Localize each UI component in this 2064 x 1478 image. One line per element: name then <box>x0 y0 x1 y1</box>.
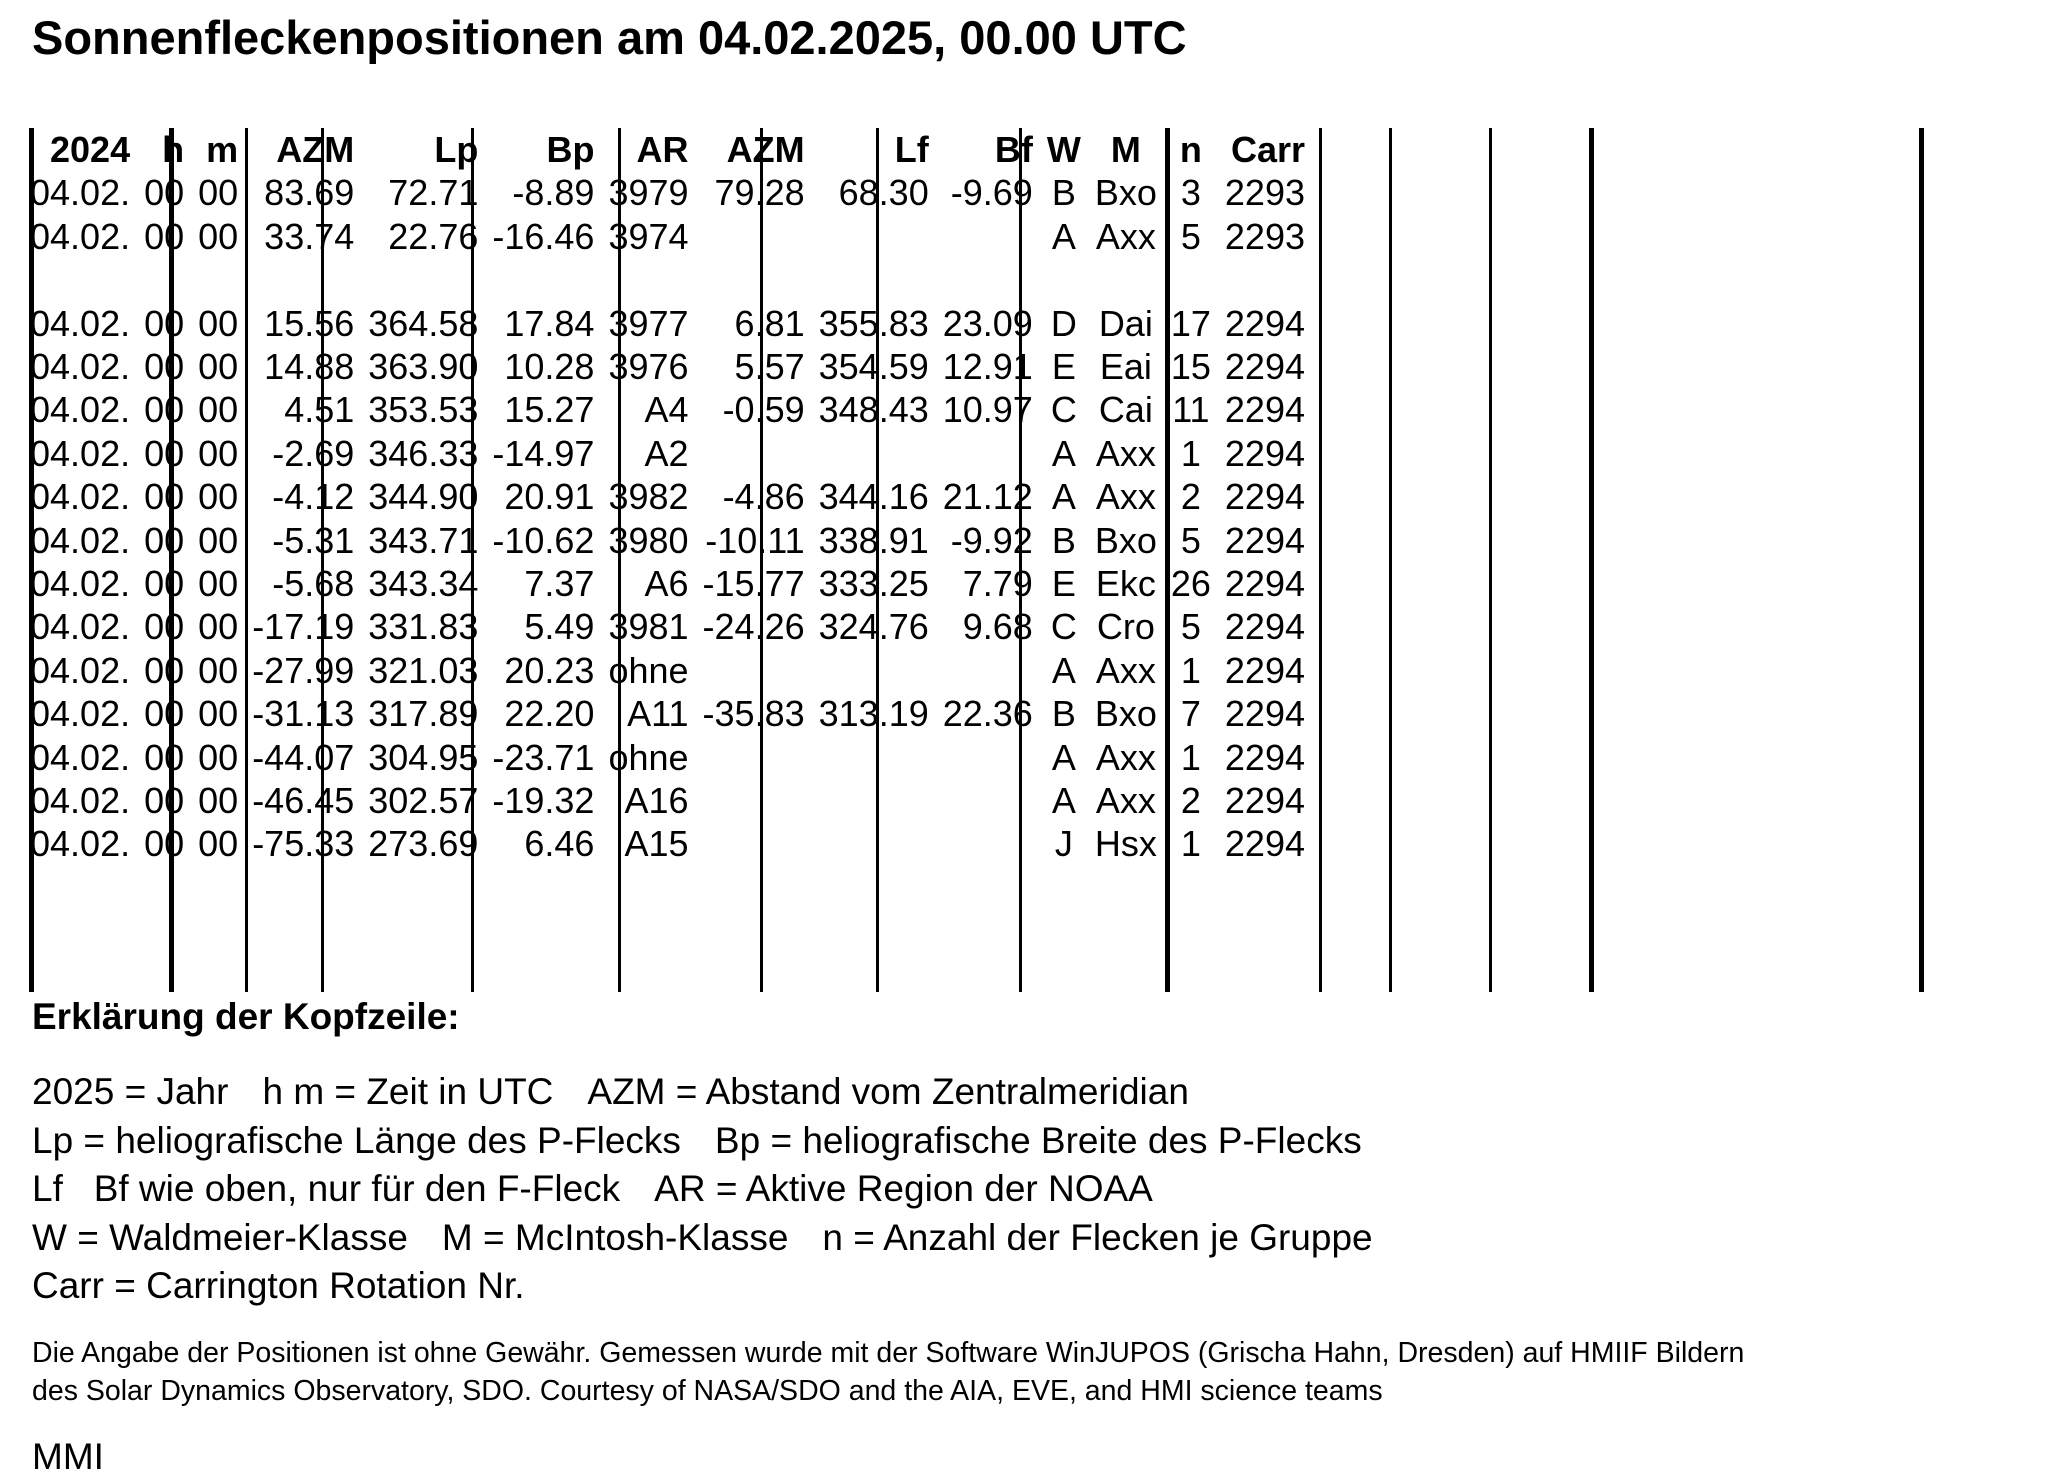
cell-count: 3 <box>1180 172 1201 214</box>
cell-carrington: 2294 <box>1224 693 1305 735</box>
cell-hour: 00 <box>144 215 185 257</box>
table-row <box>30 779 1319 822</box>
column-separator <box>1919 128 1924 992</box>
column-header-date: 2024 <box>50 129 131 170</box>
cell-bp: 15.27 <box>504 389 595 431</box>
legend-lf-bf: Lf Bf wie oben, nur für den F-Fleck <box>32 1168 621 1209</box>
column-header-carrington: Carr <box>1230 129 1305 170</box>
cell-ar: A2 <box>644 432 689 474</box>
cell-lp: 317.89 <box>368 693 479 735</box>
cell-lf: 324.76 <box>818 606 929 648</box>
cell-date: 04.02. <box>30 302 131 344</box>
cell-ar: 3982 <box>608 476 689 518</box>
cell-hour: 00 <box>144 346 185 388</box>
cell-lp: 344.90 <box>368 476 479 518</box>
cell-lp: 22.76 <box>388 215 479 257</box>
cell-lf: 348.43 <box>818 389 929 431</box>
cell-lf <box>819 736 943 779</box>
cell-count: 15 <box>1170 346 1211 388</box>
cell-waldmeier: A <box>1051 476 1076 518</box>
column-header-mcintosh: M <box>1110 129 1141 170</box>
cell-bf: -9.69 <box>950 172 1033 214</box>
cell-hour: 00 <box>144 476 185 518</box>
cell-count: 5 <box>1180 606 1201 648</box>
cell-minute: 00 <box>198 563 239 605</box>
cell-hour: 00 <box>144 172 185 214</box>
cell-bf <box>943 649 1047 692</box>
cell-date: 04.02. <box>30 346 131 388</box>
cell-date: 04.02. <box>30 606 131 648</box>
cell-lf <box>819 779 943 822</box>
cell-mcintosh: Axx <box>1095 215 1156 257</box>
cell-minute: 00 <box>198 649 239 691</box>
cell-carrington: 2294 <box>1224 606 1305 648</box>
cell-mcintosh: Cai <box>1098 389 1153 431</box>
cell-lp: 364.58 <box>368 302 479 344</box>
cell-azm-p: 33.74 <box>264 215 355 257</box>
cell-count: 5 <box>1180 215 1201 257</box>
legend-line-3 <box>32 1165 1373 1214</box>
cell-hour <box>144 258 198 301</box>
cell-minute: 00 <box>198 823 239 865</box>
cell-lp: 346.33 <box>368 432 479 474</box>
cell-minute: 00 <box>198 432 239 474</box>
cell-azm-f: -15.77 <box>702 563 805 605</box>
cell-lf <box>819 649 943 692</box>
cell-azm-f: 79.28 <box>714 172 805 214</box>
cell-date: 04.02. <box>30 780 131 822</box>
cell-hour: 00 <box>144 823 185 865</box>
cell-ar: 3974 <box>608 215 689 257</box>
cell-ar: A11 <box>627 693 689 735</box>
column-header-bf: Bf <box>994 129 1033 170</box>
cell-lp: 273.69 <box>368 823 479 865</box>
cell-hour: 00 <box>144 736 185 778</box>
cell-azm-p <box>252 258 368 301</box>
cell-date: 04.02. <box>30 215 131 257</box>
legend-year: 2025 = Jahr <box>32 1071 229 1112</box>
legend-bp: Bp = heliografische Breite des P-Flecks <box>714 1119 1362 1161</box>
column-header-minute: m <box>206 129 239 170</box>
column-separator <box>1389 128 1392 992</box>
cell-ar: 3979 <box>608 172 689 214</box>
column-header-azm-p: AZM <box>276 129 355 170</box>
column-header-ar: AR <box>636 129 689 170</box>
column-header-hour: h <box>162 129 185 170</box>
cell-waldmeier <box>1047 258 1095 301</box>
cell-azm-p: -5.31 <box>272 519 355 561</box>
legend-ar: AR = Aktive Region der NOAA <box>654 1168 1153 1209</box>
cell-azm-f: -35.83 <box>702 693 805 735</box>
cell-waldmeier: C <box>1050 389 1077 431</box>
cell-waldmeier: B <box>1051 172 1076 214</box>
table-row <box>30 302 1319 345</box>
cell-carrington: 2294 <box>1224 563 1305 605</box>
cell-azm-p: -4.12 <box>272 476 355 518</box>
cell-count: 2 <box>1180 780 1201 822</box>
cell-waldmeier: A <box>1051 215 1076 257</box>
cell-carrington: 2294 <box>1224 389 1305 431</box>
cell-carrington: 2294 <box>1224 780 1305 822</box>
cell-azm-p: -17.19 <box>252 606 355 648</box>
cell-minute: 00 <box>198 389 239 431</box>
table-spacer-row <box>30 258 1319 301</box>
cell-azm-f <box>703 432 819 475</box>
table-row <box>30 562 1319 605</box>
cell-waldmeier: B <box>1051 519 1076 561</box>
cell-date: 04.02. <box>30 693 131 735</box>
cell-hour: 00 <box>144 563 185 605</box>
cell-azm-f: 6.81 <box>734 302 805 344</box>
cell-lf <box>819 258 943 301</box>
cell-lp: 304.95 <box>368 736 479 778</box>
cell-count: 1 <box>1180 823 1201 865</box>
column-header-bp: Bp <box>546 129 595 170</box>
cell-mcintosh: Bxo <box>1094 519 1157 561</box>
cell-count: 26 <box>1170 563 1211 605</box>
legend-n: n = Anzahl der Flecken je Gruppe <box>822 1216 1373 1258</box>
disclaimer-line-2: des Solar Dynamics Observatory, SDO. Courtesy of NASA/SDO and the AIA, EVE, and HMI science teams <box>32 1375 1383 1407</box>
disclaimer-line-1: Die Angabe der Positionen ist ohne Gewähr. Gemessen wurde mit der Software WinJUPOS (Grischa Hahn, Dresden) auf HMIIF Bildern <box>32 1337 1745 1369</box>
cell-carrington: 2294 <box>1224 519 1305 561</box>
cell-count: 5 <box>1180 519 1201 561</box>
cell-bf <box>943 215 1047 258</box>
cell-lp <box>368 258 492 301</box>
cell-azm-f: 5.57 <box>734 346 805 388</box>
cell-lp: 363.90 <box>368 346 479 388</box>
cell-ar <box>608 258 702 301</box>
cell-azm-p: -27.99 <box>252 649 355 691</box>
cell-bf: -9.92 <box>950 519 1033 561</box>
cell-date: 04.02. <box>30 476 131 518</box>
cell-waldmeier: E <box>1051 346 1076 388</box>
cell-count: 1 <box>1180 649 1201 691</box>
legend-w: W = Waldmeier-Klasse <box>32 1216 408 1258</box>
table-row <box>30 605 1319 648</box>
cell-count: 2 <box>1180 476 1201 518</box>
page-title: Sonnenfleckenpositionen am 04.02.2025, 00.00 UTC <box>32 11 1187 64</box>
table-row <box>30 519 1319 562</box>
cell-lf: 313.19 <box>818 693 929 735</box>
table-row <box>30 171 1319 214</box>
cell-count <box>1171 258 1225 301</box>
cell-minute: 00 <box>198 215 239 257</box>
cell-minute: 00 <box>198 172 239 214</box>
sunspot-table <box>30 128 1319 866</box>
cell-bp: 17.84 <box>504 302 595 344</box>
cell-date: 04.02. <box>30 389 131 431</box>
cell-date: 04.02. <box>30 519 131 561</box>
cell-lf: 354.59 <box>818 346 929 388</box>
cell-azm-p: -44.07 <box>252 736 355 778</box>
cell-ar: A4 <box>644 389 689 431</box>
cell-mcintosh: Bxo <box>1094 693 1157 735</box>
cell-date: 04.02. <box>30 736 131 778</box>
cell-hour: 00 <box>144 389 185 431</box>
cell-carrington: 2293 <box>1224 172 1305 214</box>
cell-bp: -16.46 <box>492 215 595 257</box>
cell-hour: 00 <box>144 693 185 735</box>
column-header-azm-f: AZM <box>726 129 805 170</box>
cell-lp: 72.71 <box>388 172 479 214</box>
cell-mcintosh: Axx <box>1095 432 1156 474</box>
cell-bp: -23.71 <box>492 736 595 778</box>
cell-mcintosh: Axx <box>1095 736 1156 778</box>
cell-date: 04.02. <box>30 432 131 474</box>
cell-waldmeier: A <box>1051 780 1076 822</box>
cell-bf <box>943 736 1047 779</box>
cell-ar: 3977 <box>608 302 689 344</box>
cell-bp: -10.62 <box>492 519 595 561</box>
column-separator <box>1589 128 1594 992</box>
cell-bp: 5.49 <box>524 606 595 648</box>
cell-bp: -8.89 <box>512 172 595 214</box>
cell-azm-f <box>703 649 819 692</box>
cell-mcintosh: Axx <box>1095 780 1156 822</box>
cell-minute: 00 <box>198 693 239 735</box>
cell-ar: A16 <box>624 780 689 822</box>
cell-carrington: 2294 <box>1224 302 1305 344</box>
cell-mcintosh: Cro <box>1096 606 1155 648</box>
cell-waldmeier: B <box>1051 693 1076 735</box>
cell-carrington: 2294 <box>1224 476 1305 518</box>
cell-mcintosh: Bxo <box>1094 172 1157 214</box>
cell-carrington: 2294 <box>1224 649 1305 691</box>
cell-ar: A6 <box>644 563 689 605</box>
cell-carrington: 2294 <box>1224 736 1305 778</box>
cell-lf <box>819 432 943 475</box>
legend-line-4 <box>32 1214 1373 1263</box>
column-header-lf: Lf <box>894 129 929 170</box>
cell-bp: -19.32 <box>492 780 595 822</box>
cell-ar: A15 <box>624 823 689 865</box>
table-body <box>30 171 1319 865</box>
cell-ar: ohne <box>608 649 689 691</box>
cell-bp: 6.46 <box>524 823 595 865</box>
column-header-lp: Lp <box>434 129 479 170</box>
table-row <box>30 345 1319 388</box>
cell-hour: 00 <box>144 780 185 822</box>
cell-carrington: 2293 <box>1224 215 1305 257</box>
cell-minute: 00 <box>198 780 239 822</box>
cell-date <box>30 258 144 301</box>
cell-waldmeier: A <box>1051 736 1076 778</box>
cell-mcintosh: Hsx <box>1094 823 1157 865</box>
cell-azm-p: -2.69 <box>272 432 355 474</box>
cell-azm-f: -24.26 <box>702 606 805 648</box>
disclaimer-note <box>32 1334 1744 1410</box>
cell-count: 17 <box>1170 302 1211 344</box>
legend-carr: Carr = Carrington Rotation Nr. <box>32 1265 525 1306</box>
cell-minute: 00 <box>198 519 239 561</box>
cell-lp: 353.53 <box>368 389 479 431</box>
cell-ar: 3980 <box>608 519 689 561</box>
cell-azm-f: -4.86 <box>722 476 805 518</box>
cell-lf: 338.91 <box>818 519 929 561</box>
cell-azm-f <box>703 779 819 822</box>
table-row <box>30 388 1319 431</box>
cell-count: 1 <box>1180 736 1201 778</box>
cell-azm-p: -46.45 <box>252 780 355 822</box>
cell-ar: ohne <box>608 736 689 778</box>
cell-hour: 00 <box>144 606 185 648</box>
cell-bf: 7.79 <box>962 563 1033 605</box>
cell-bf: 10.97 <box>942 389 1033 431</box>
cell-azm-f <box>703 215 819 258</box>
cell-hour: 00 <box>144 302 185 344</box>
table-row <box>30 432 1319 475</box>
cell-bp: 20.23 <box>504 649 595 691</box>
cell-bf: 21.12 <box>942 476 1033 518</box>
cell-lf: 333.25 <box>818 563 929 605</box>
cell-hour: 00 <box>144 519 185 561</box>
cell-date: 04.02. <box>30 172 131 214</box>
cell-count: 7 <box>1180 693 1201 735</box>
cell-bp: 22.20 <box>504 693 595 735</box>
cell-minute <box>198 258 252 301</box>
table-header-row <box>30 128 1319 171</box>
cell-lp: 331.83 <box>368 606 479 648</box>
cell-waldmeier: D <box>1050 302 1077 344</box>
cell-azm-p: -5.68 <box>272 563 355 605</box>
cell-mcintosh: Axx <box>1095 476 1156 518</box>
cell-azm-p: 15.56 <box>264 302 355 344</box>
legend-time: h m = Zeit in UTC <box>262 1071 554 1112</box>
cell-hour: 00 <box>144 649 185 691</box>
legend-azm: AZM = Abstand vom Zentralmeridian <box>587 1071 1189 1112</box>
column-separator <box>1489 128 1492 992</box>
cell-azm-f: -0.59 <box>722 389 805 431</box>
legend-line-2 <box>32 1117 1373 1166</box>
author-signature: MMI <box>32 1436 104 1477</box>
cell-azm-p: 14.88 <box>264 346 355 388</box>
legend-line-1 <box>32 1068 1373 1117</box>
cell-minute: 00 <box>198 736 239 778</box>
cell-lf: 68.30 <box>838 172 929 214</box>
cell-azm-p: -31.13 <box>252 693 355 735</box>
cell-bp: 10.28 <box>504 346 595 388</box>
cell-bf: 9.68 <box>962 606 1033 648</box>
cell-bf <box>943 258 1047 301</box>
cell-lp: 302.57 <box>368 780 479 822</box>
cell-minute: 00 <box>198 302 239 344</box>
cell-lp: 343.71 <box>368 519 479 561</box>
cell-azm-f: -10.11 <box>705 519 805 561</box>
cell-carrington: 2294 <box>1224 432 1305 474</box>
cell-carrington <box>1225 258 1319 301</box>
cell-date: 04.02. <box>30 563 131 605</box>
cell-ar: 3976 <box>608 346 689 388</box>
cell-waldmeier: E <box>1051 563 1076 605</box>
legend <box>32 1068 1373 1311</box>
cell-count: 11 <box>1172 389 1210 431</box>
legend-line-5 <box>32 1262 1373 1311</box>
cell-azm-p: 4.51 <box>284 389 355 431</box>
legend-m: M = McIntosh-Klasse <box>441 1216 789 1258</box>
cell-lf: 344.16 <box>818 476 929 518</box>
cell-count: 1 <box>1180 432 1201 474</box>
cell-mcintosh: Ekc <box>1095 563 1156 605</box>
cell-azm-f <box>703 822 819 865</box>
cell-bf <box>943 779 1047 822</box>
cell-azm-f <box>703 736 819 779</box>
cell-waldmeier: J <box>1054 823 1073 865</box>
table-row <box>30 475 1319 518</box>
cell-lp: 321.03 <box>368 649 479 691</box>
cell-minute: 00 <box>198 606 239 648</box>
cell-azm-p: -75.33 <box>252 823 355 865</box>
cell-bf <box>943 432 1047 475</box>
table-row <box>30 822 1319 865</box>
table-row <box>30 649 1319 692</box>
cell-bp: 20.91 <box>504 476 595 518</box>
cell-minute: 00 <box>198 476 239 518</box>
cell-bf <box>943 822 1047 865</box>
cell-carrington: 2294 <box>1224 823 1305 865</box>
table-row <box>30 215 1319 258</box>
cell-lf <box>819 215 943 258</box>
cell-waldmeier: A <box>1051 649 1076 691</box>
cell-lf <box>819 822 943 865</box>
column-header-count: n <box>1179 129 1202 170</box>
cell-waldmeier: C <box>1050 606 1077 648</box>
cell-carrington: 2294 <box>1224 346 1305 388</box>
cell-date: 04.02. <box>30 649 131 691</box>
cell-azm-p: 83.69 <box>264 172 355 214</box>
table-row <box>30 736 1319 779</box>
cell-waldmeier: A <box>1051 432 1076 474</box>
legend-heading: Erklärung der Kopfzeile: <box>32 996 460 1037</box>
cell-bf: 22.36 <box>942 693 1033 735</box>
legend-lp: Lp = heliografische Länge des P-Flecks <box>32 1119 681 1161</box>
cell-date: 04.02. <box>30 823 131 865</box>
cell-mcintosh: Axx <box>1095 649 1156 691</box>
cell-bp: 7.37 <box>524 563 595 605</box>
cell-bp <box>492 258 608 301</box>
cell-bf: 23.09 <box>942 302 1033 344</box>
cell-ar: 3981 <box>608 606 689 648</box>
cell-mcintosh: Dai <box>1098 302 1153 344</box>
cell-bf: 12.91 <box>942 346 1033 388</box>
cell-lp: 343.34 <box>368 563 479 605</box>
cell-mcintosh: Eai <box>1099 346 1152 388</box>
table-row <box>30 692 1319 735</box>
cell-hour: 00 <box>144 432 185 474</box>
cell-minute: 00 <box>198 346 239 388</box>
cell-lf: 355.83 <box>818 302 929 344</box>
column-header-waldmeier: W <box>1046 129 1081 170</box>
column-separator <box>1319 128 1322 992</box>
cell-azm-f <box>703 258 819 301</box>
cell-bp: -14.97 <box>492 432 595 474</box>
cell-mcintosh <box>1095 258 1171 301</box>
